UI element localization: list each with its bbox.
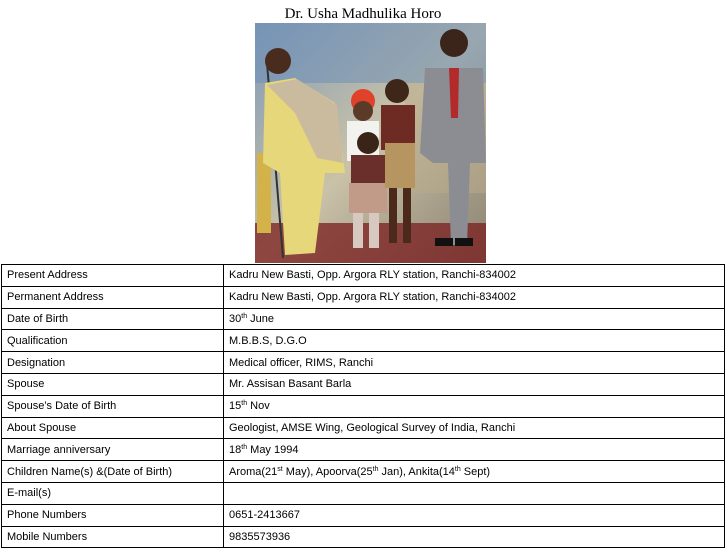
- row-label: Phone Numbers: [2, 504, 224, 526]
- table-row: [2, 265, 725, 287]
- row-label: Qualification: [2, 330, 224, 352]
- table-row: [2, 461, 725, 483]
- ordinal-suffix: th: [241, 400, 248, 408]
- row-value: Kadru New Basti, Opp. Argora RLY station, Ranchi-834002: [224, 286, 725, 308]
- family-photo: [255, 23, 486, 263]
- row-value: Kadru New Basti, Opp. Argora RLY station, Ranchi-834002: [224, 265, 725, 287]
- table-row: [2, 417, 725, 439]
- value-text: Jan), Ankita(14: [378, 465, 455, 478]
- ordinal-suffix: th: [372, 465, 379, 473]
- ordinal-suffix: st: [277, 465, 283, 473]
- row-label: Date of Birth: [2, 308, 224, 330]
- value-text: 30: [229, 312, 242, 325]
- value-text: May 1994: [247, 443, 299, 456]
- ordinal-suffix: th: [454, 465, 461, 473]
- table-row: [2, 526, 725, 548]
- table-row: [2, 395, 725, 417]
- row-label: About Spouse: [2, 417, 224, 439]
- ordinal-suffix: th: [241, 312, 248, 320]
- table-row: [2, 373, 725, 395]
- value-text: Nov: [247, 400, 270, 413]
- value-text: Sept): [460, 465, 491, 478]
- row-value: Geologist, AMSE Wing, Geological Survey of India, Ranchi: [224, 417, 725, 439]
- row-value: [224, 461, 725, 483]
- profile-table: [1, 264, 725, 548]
- row-value: Medical officer, RIMS, Ranchi: [224, 352, 725, 374]
- row-label: Spouse’s Date of Birth: [2, 395, 224, 417]
- row-label: Present Address: [2, 265, 224, 287]
- value-text: May), Apoorva(25: [282, 465, 373, 478]
- value-text: Aroma(21: [229, 465, 278, 478]
- value-text: June: [247, 312, 275, 325]
- row-value: [224, 439, 725, 461]
- table-row: [2, 286, 725, 308]
- row-value: M.B.B.S, D.G.O: [224, 330, 725, 352]
- row-value: Mr. Assisan Basant Barla: [224, 373, 725, 395]
- table-row: [2, 439, 725, 461]
- row-value: [224, 308, 725, 330]
- table-row: [2, 504, 725, 526]
- row-label: Marriage anniversary: [2, 439, 224, 461]
- row-label: Permanent Address: [2, 286, 224, 308]
- table-row: [2, 308, 725, 330]
- row-value: [224, 482, 725, 504]
- page-title: Dr. Usha Madhulika Horo: [284, 6, 442, 22]
- row-label: Mobile Numbers: [2, 526, 224, 548]
- table-row: [2, 482, 725, 504]
- row-label: E-mail(s): [2, 482, 224, 504]
- row-label: Designation: [2, 352, 224, 374]
- table-row: [2, 352, 725, 374]
- row-value: 9835573936: [224, 526, 725, 548]
- row-value: [224, 395, 725, 417]
- row-label: Children Name(s) &(Date of Birth): [2, 461, 224, 483]
- row-value: 0651-2413667: [224, 504, 725, 526]
- value-text: 18: [229, 443, 242, 456]
- table-row: [2, 330, 725, 352]
- ordinal-suffix: th: [241, 443, 248, 451]
- value-text: 15: [229, 400, 242, 413]
- row-label: Spouse: [2, 373, 224, 395]
